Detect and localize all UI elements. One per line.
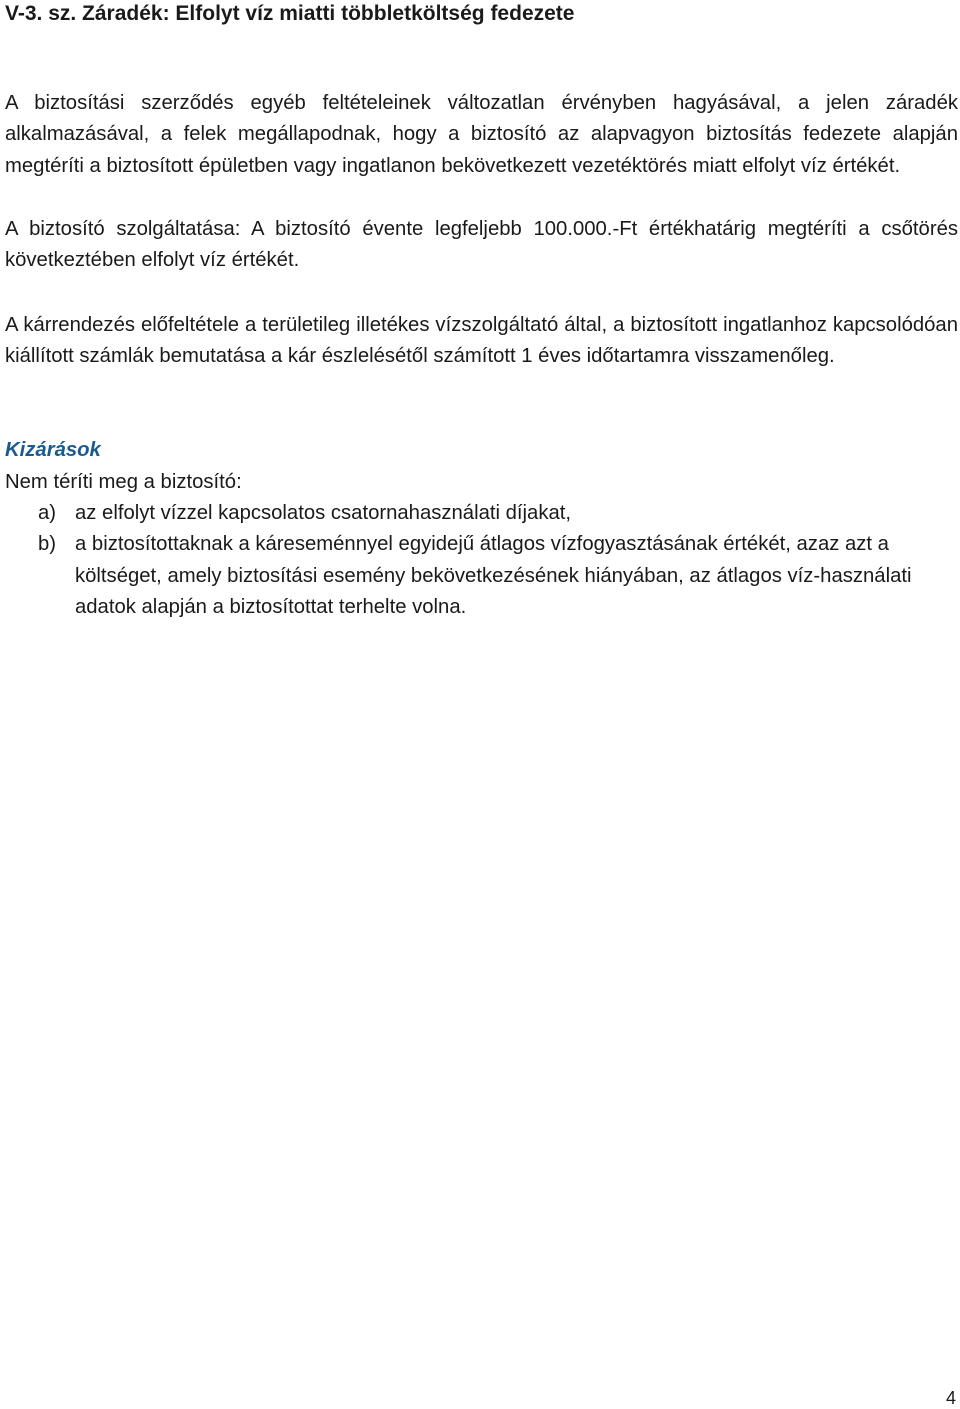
list-item (38, 529, 948, 623)
list-item-text: az elfolyt vízzel kapcsolatos csatornahasználati díjakat, (75, 502, 572, 524)
list-item (38, 498, 948, 529)
list-marker: b) (38, 533, 57, 556)
paragraph-claim-condition: A kárrendezés előfeltétele a területileg illetékes vízszolgáltató által, a biztosított ingatlanhoz kapcsolódóan kiállított számlák bemutatása a kár észlelésétől számított 1 éves időtartamra visszamenőleg. (5, 314, 958, 368)
list-marker: a) (38, 502, 57, 524)
exclusions-list (38, 498, 948, 624)
list-item-text: a biztosítottaknak a káreseménnyel egyidejű átlagos vízfogyasztásának értékét, azaz azt a költséget, amely biztosítási esemény bekövetkezésének hiányában, az átlagos víz-használati adatok alapján a biztosítottat terhelte volna. (75, 533, 912, 619)
page-title: V-3. sz. Záradék: Elfolyt víz miatti többletköltség fedezete (5, 2, 575, 25)
page-number: 4 (945, 1388, 956, 1408)
paragraph-coverage: A biztosítási szerződés egyéb feltételeinek változatlan érvényben hagyásával, a jelen záradék alkalmazásával, a felek megállapodnak, hogy a biztosító az alapvagyon biztosítás fedezete alapján megtéríti a biztosított épületben vagy ingatlanon bekövetkezett vezetéktörés miatt elfolyt víz értékét. (5, 92, 958, 177)
paragraph-service-limit: A biztosító szolgáltatása: A biztosító évente legfeljebb 100.000.-Ft értékhatárig megtéríti a csőtörés következtében elfolyt víz értékét. (5, 218, 958, 272)
exclusions-heading: Kizárások (5, 439, 101, 461)
exclusions-intro: Nem téríti meg a biztosító: (5, 471, 242, 493)
